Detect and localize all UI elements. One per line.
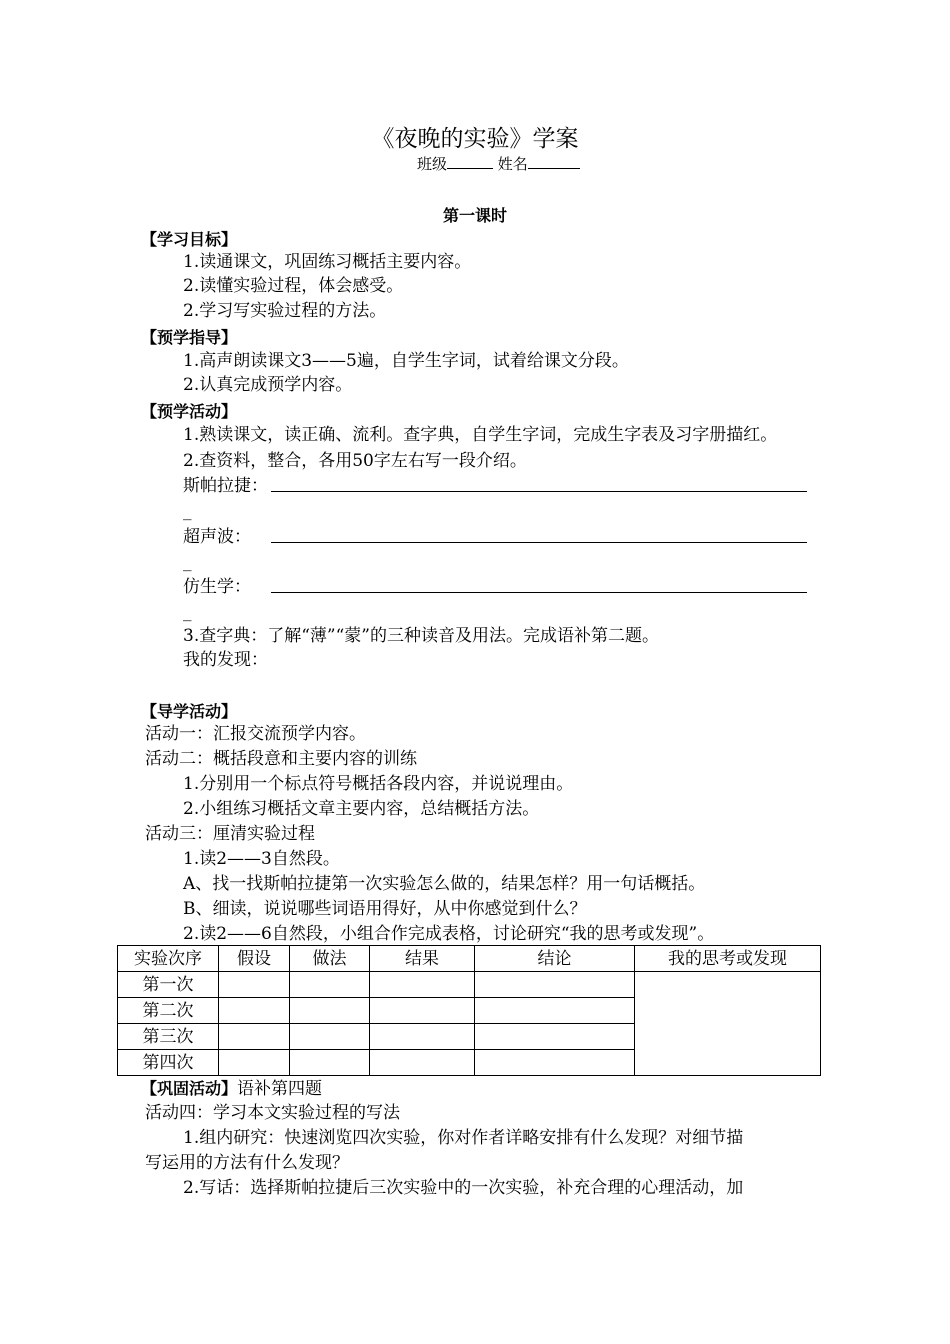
table-cell[interactable] [370,998,475,1024]
table-header: 结果 [370,946,475,972]
answer-line [271,491,807,492]
table-header: 实验次序 [118,946,219,972]
activity-line: 活动三：厘清实验过程 [145,824,315,844]
preview-item: 2.查资料，整合，各用50字左右写一段介绍。 [183,451,527,471]
answer-line [271,592,807,593]
table-row [118,972,821,998]
activity-item: 1.分别用一个标点符号概括各段内容，并说说理由。 [183,774,574,794]
consolidate-heading-tail: 语补第四题 [237,1079,323,1099]
table-cell[interactable] [219,1024,290,1050]
field-label-ultrasound: 超声波： [183,527,251,547]
table-cell[interactable] [370,1050,475,1076]
wrap-mark: _ [183,552,192,572]
table-cell[interactable] [475,972,635,998]
table-cell[interactable] [290,998,370,1024]
experiment-table [117,945,821,1076]
name-blank [528,153,580,169]
row-label: 第四次 [118,1050,219,1076]
wrap-mark: _ [183,602,192,622]
preview-heading: 【预学活动】 [141,402,238,421]
field-label-spallanzani: 斯帕拉捷： [183,476,268,496]
activity-item: 2.读2——6自然段，小组合作完成表格，讨论研究“我的思考或发现”。 [183,924,715,944]
wrap-mark: _ [183,501,192,521]
goal-item: 1.读通课文，巩固练习概括主要内容。 [183,252,472,272]
thinking-cell[interactable] [635,972,821,1076]
table-cell[interactable] [290,972,370,998]
activity-line: 活动四：学习本文实验过程的写法 [145,1103,400,1123]
student-info-line [417,153,580,174]
field-label-bionics: 仿生学： [183,577,251,597]
table-cell[interactable] [219,998,290,1024]
activity-item: 2.写话：选择斯帕拉捷后三次实验中的一次实验，补充合理的心理活动，加 [183,1178,744,1198]
table-cell[interactable] [370,972,475,998]
activity-item: 2.小组练习概括文章主要内容，总结概括方法。 [183,799,540,819]
activity-line: 活动一：汇报交流预学内容。 [145,724,366,744]
goals-heading: 【学习目标】 [141,230,238,249]
preview-item: 3.查字典：了解“薄”“蒙”的三种读音及用法。完成语补第二题。 [183,626,659,646]
table-cell[interactable] [370,1024,475,1050]
consolidate-heading: 【巩固活动】 [141,1079,238,1098]
table-header: 假设 [219,946,290,972]
table-header: 结论 [475,946,635,972]
table-header: 我的思考或发现 [635,946,821,972]
guided-heading: 【导学活动】 [141,702,238,721]
table-cell[interactable] [475,1024,635,1050]
row-label: 第一次 [118,972,219,998]
activity-item: 1.读2——3自然段。 [183,849,340,869]
table-cell[interactable] [290,1050,370,1076]
row-label: 第二次 [118,998,219,1024]
lesson-heading: 第一课时 [442,206,507,225]
table-cell[interactable] [219,1050,290,1076]
consolidate-heading-line [141,1076,322,1101]
answer-line [271,542,807,543]
table-header-row [118,946,821,972]
table-cell[interactable] [475,998,635,1024]
goal-item: 2.学习写实验过程的方法。 [183,301,387,321]
finding-label: 我的发现： [183,650,268,670]
activity-item: 写运用的方法有什么发现？ [145,1153,349,1173]
table-cell[interactable] [219,972,290,998]
activity-item: 1.组内研究：快速浏览四次实验，你对作者详略安排有什么发现？对细节描 [183,1128,744,1148]
preview-item: 1.熟读课文，读正确、流利。查字典，自学生字词，完成生字表及习字册描红。 [183,425,778,445]
guide-item: 2.认真完成预学内容。 [183,375,353,395]
table-header: 做法 [290,946,370,972]
activity-line: 活动二：概括段意和主要内容的训练 [145,749,417,769]
name-label: 姓名 [497,155,528,173]
page-title: 《夜晚的实验》学案 [371,126,579,152]
table-cell[interactable] [475,1050,635,1076]
guide-heading: 【预学指导】 [141,328,238,347]
activity-item: A、找一找斯帕拉捷第一次实验怎么做的，结果怎样？用一句话概括。 [183,874,706,894]
goal-item: 2.读懂实验过程，体会感受。 [183,276,404,296]
class-label: 班级 [417,155,448,173]
table-cell[interactable] [290,1024,370,1050]
row-label: 第三次 [118,1024,219,1050]
guide-item: 1.高声朗读课文3——5遍，自学生字词，试着给课文分段。 [183,351,629,371]
activity-item: B、细读，说说哪些词语用得好，从中你感觉到什么？ [183,899,587,919]
class-blank [447,153,493,169]
